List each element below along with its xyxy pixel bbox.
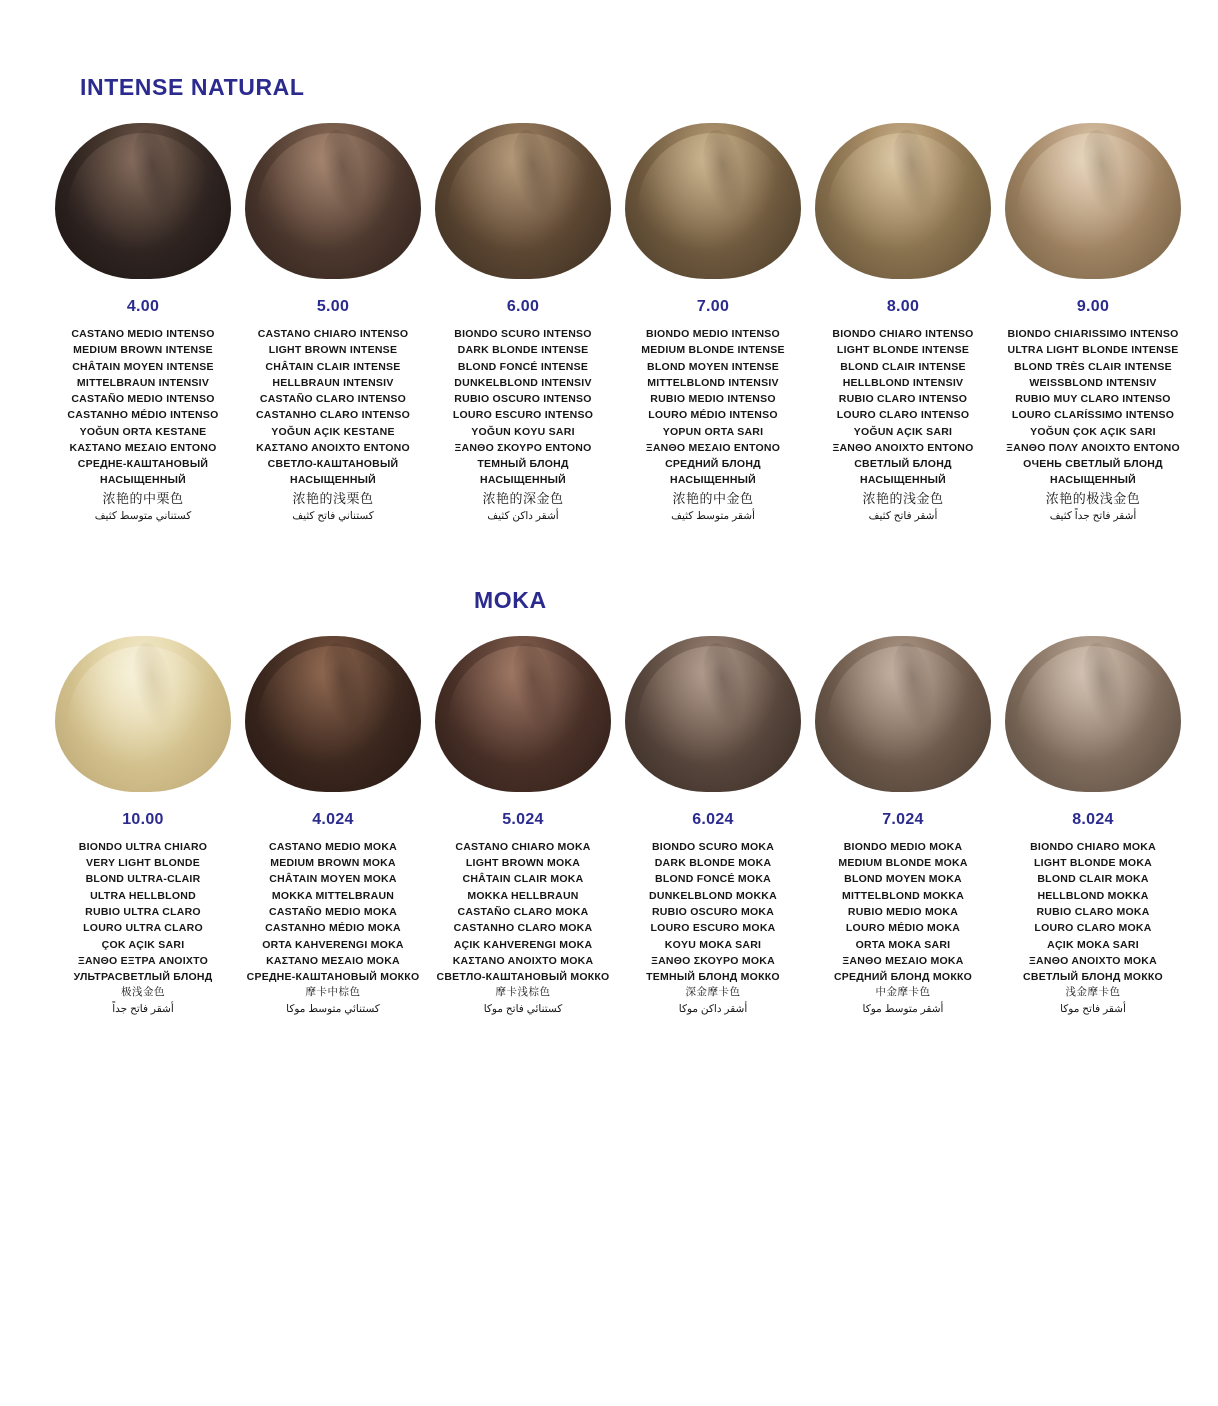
shade-name: BLOND TRÈS CLAIR INTENSE (1014, 360, 1172, 373)
shade-name-arabic: كستنائي فاتح موكا (483, 1003, 563, 1016)
shade-name: CASTANHO CLARO INTENSO (255, 409, 411, 422)
shade-swatch (618, 117, 808, 525)
shade-name-arabic: أشقر متوسط موكا (862, 1003, 944, 1016)
shade-name-list (624, 839, 802, 1018)
hair-swatch-image (808, 117, 998, 282)
shade-name: LIGHT BLONDE MOKA (1034, 857, 1152, 870)
shade-name: LOURO ESCURO INTENSO (452, 409, 594, 422)
shade-name-arabic: أشقر فاتح موكا (1060, 1003, 1126, 1016)
shade-name: CASTANO CHIARO INTENSO (257, 328, 409, 340)
shade-name-list (1004, 839, 1182, 1018)
shade-name-list (1004, 326, 1182, 525)
shade-name: СРЕДНЕ-КАШТАНОВЫЙ МОККО (246, 971, 420, 984)
shade-name-arabic: أشقر داكن موكا (678, 1003, 748, 1016)
shade-code: 6.024 (692, 810, 734, 828)
shade-name: ULTRA HELLBLOND (90, 889, 196, 902)
shade-name-list (244, 326, 422, 525)
shade-name: ΚΑΣΤΑΝΟ ΑΝΟΙΧΤΟ ΜΟΚΑ (452, 954, 594, 967)
shade-name-chinese: 浓艳的浅栗色 (292, 490, 374, 506)
shade-code: 6.00 (506, 298, 540, 315)
shade-name: CASTANO CHIARO MOKA (455, 840, 591, 853)
hair-swatch-image (48, 630, 238, 795)
shade-name: YOĞUN KOYU SARI (471, 425, 575, 438)
shade-name-arabic: أشقر فاتح جداً (112, 1003, 174, 1016)
shade-name: MITTELBRAUN INTENSIV (76, 376, 210, 389)
shade-name: ΞΑΝΘΟ ΕΞΤΡΑ ΑΝΟΙΧΤΟ (77, 954, 209, 967)
shade-swatch (48, 630, 238, 1018)
shade-name: CASTANHO CLARO MOKA (453, 922, 593, 935)
shade-name: ΞΑΝΘΟ ΠΟΛΥ ΑΝΟΙΧΤΟ ΕΝΤΟΝΟ (1006, 441, 1180, 454)
shade-swatch (808, 630, 998, 1018)
section-title-intense-natural: INTENSE NATURAL (80, 74, 305, 100)
hair-swatch-image (238, 117, 428, 282)
shade-name: MEDIUM BROWN INTENSE (73, 344, 213, 357)
shade-code: 9.00 (1076, 298, 1110, 315)
shade-name: CASTANHO MÉDIO INTENSO (67, 409, 219, 422)
shade-name: CASTAÑO MEDIO MOKA (269, 906, 397, 919)
shade-name: BIONDO MEDIO MOKA (843, 840, 963, 853)
shade-name: ΚΑΣΤΑΝΟ ΑΝΟΙΧΤΟ ΕΝΤΟΝΟ (256, 441, 410, 454)
shade-name: ΞΑΝΘΟ ΑΝΟΙΧΤΟ ΜΟΚΑ (1029, 954, 1157, 967)
shade-name: СВЕТЛЫЙ БЛОНД НАСЫЩЕННЫЙ (854, 458, 952, 487)
shade-name-chinese: 中金摩卡色 (875, 986, 931, 999)
shade-name: WEISSBLOND INTENSIV (1029, 376, 1157, 389)
hair-swatch-image (618, 630, 808, 795)
section-spacer (24, 525, 1194, 587)
shade-name: LOURO ULTRA CLARO (83, 922, 203, 935)
shade-name-arabic: أشقر فاتح كثيف (868, 510, 938, 523)
swatch-row-intense-natural (24, 117, 1194, 525)
shade-name-arabic: أشقر داكن كثيف (487, 510, 559, 523)
shade-name: HELLBLOND INTENSIV (842, 376, 964, 389)
shade-name: LOURO ESCURO MOKA (650, 922, 776, 935)
shade-name: YOPUN ORTA SARI (662, 425, 764, 438)
shade-name-list (624, 326, 802, 525)
shade-swatch (238, 117, 428, 525)
shade-name: BIONDO SCURO MOKA (651, 840, 775, 853)
shade-name-chinese: 浓艳的极浅金色 (1045, 490, 1141, 506)
shade-name-chinese: 极浅金色 (121, 986, 165, 999)
shade-name: AÇIK KAHVERENGI MOKA (453, 938, 593, 951)
shade-swatch (238, 630, 428, 1018)
shade-swatch (808, 117, 998, 525)
shade-name: СРЕДНИЙ БЛОНД НАСЫЩЕННЫЙ (665, 458, 761, 487)
shade-name: CASTAÑO CLARO MOKA (457, 906, 589, 919)
shade-name-list (814, 326, 992, 525)
shade-code: 5.00 (316, 298, 350, 315)
hair-swatch-image (998, 117, 1188, 282)
shade-name-list (244, 839, 422, 1018)
shade-swatch (618, 630, 808, 1018)
shade-name: MOKKA MITTELBRAUN (271, 889, 395, 902)
shade-name: CHÂTAIN MOYEN MOKA (269, 873, 397, 886)
shade-name-arabic: كستنائي متوسط موكا (286, 1003, 380, 1016)
shade-swatch (428, 630, 618, 1018)
shade-name: BLOND CLAIR MOKA (1037, 873, 1149, 886)
shade-name: MEDIUM BLONDE MOKA (838, 857, 968, 870)
shade-name: ΚΑΣΤΑΝΟ ΜΕΣΑΙΟ ΕΝΤΟΝΟ (69, 441, 217, 454)
shade-name: HELLBRAUN INTENSIV (272, 376, 394, 389)
shade-name: ΞΑΝΘΟ ΑΝΟΙΧΤΟ ΕΝΤΟΝΟ (832, 441, 974, 454)
shade-name: HELLBLOND MOKKA (1037, 889, 1149, 902)
shade-name: LOURO MÉDIO INTENSO (648, 409, 778, 422)
shade-name-arabic: أشقر فاتح جداً كثيف (1049, 510, 1137, 523)
shade-name: ОЧЕНЬ СВЕТЛЫЙ БЛОНД НАСЫЩЕННЫЙ (1023, 458, 1163, 487)
swatch-row-moka (24, 630, 1194, 1018)
shade-name: BLOND MOYEN INTENSE (647, 360, 779, 373)
shade-name: RUBIO MUY CLARO INTENSO (1015, 393, 1171, 406)
shade-name-chinese: 浅金摩卡色 (1065, 986, 1121, 999)
shade-code: 7.00 (696, 298, 730, 315)
shade-name: BIONDO SCURO INTENSO (454, 328, 592, 340)
hair-swatch-image (618, 117, 808, 282)
shade-code: 5.024 (502, 810, 544, 828)
shade-name-arabic: كستناني متوسط كثيف (94, 510, 192, 523)
shade-name: CASTAÑO MEDIO INTENSO (71, 393, 215, 406)
shade-name-chinese: 浓艳的中栗色 (102, 490, 184, 506)
shade-name: LOURO CLARÍSSIMO INTENSO (1011, 409, 1175, 422)
shade-name: RUBIO CLARO INTENSO (838, 393, 968, 406)
shade-name: AÇIK MOKA SARI (1047, 938, 1139, 951)
shade-name: LOURO CLARO MOKA (1034, 922, 1152, 935)
shade-name: RUBIO MEDIO MOKA (847, 906, 959, 919)
shade-name-chinese: 深金摩卡色 (685, 986, 741, 999)
shade-chart-page (0, 74, 1218, 1406)
shade-name: BIONDO ULTRA CHIARO (78, 840, 208, 853)
shade-name: MITTELBLOND INTENSIV (647, 376, 779, 389)
shade-name: ÇOK AÇIK SARI (101, 938, 185, 951)
section-intense-natural (0, 74, 1218, 525)
shade-name: ТЕМНЫЙ БЛОНД НАСЫЩЕННЫЙ (477, 458, 569, 487)
shade-name: УЛЬТРАСВЕТЛЫЙ БЛОНД (73, 971, 213, 984)
shade-name: CHÂTAIN CLAIR MOKA (462, 873, 584, 886)
shade-name: СВЕТЛО-КАШТАНОВЫЙ МОККО (436, 971, 610, 984)
shade-name: СВЕТЛО-КАШТАНОВЫЙ НАСЫЩЕННЫЙ (267, 458, 399, 487)
shade-name: BIONDO CHIARISSIMO INTENSO (1007, 328, 1179, 340)
shade-name: BLOND FONCÉ INTENSE (457, 360, 589, 373)
shade-name: LIGHT BROWN MOKA (465, 857, 581, 870)
shade-name: YOĞUN ORTA KESTANE (79, 425, 207, 438)
shade-code: 4.024 (312, 810, 354, 828)
shade-name-list (434, 326, 612, 525)
shade-name: СВЕТЛЫЙ БЛОНД МОККО (1023, 971, 1163, 984)
shade-name: MITTELBLOND MOKKA (841, 889, 965, 902)
shade-name: ORTA KAHVERENGI MOKA (262, 938, 404, 951)
shade-code: 4.00 (126, 298, 160, 315)
shade-name: СРЕДНИЙ БЛОНД МОККО (833, 971, 973, 984)
shade-name-chinese: 摩卡中棕色 (305, 986, 361, 999)
shade-name-list (434, 839, 612, 1018)
shade-name: DARK BLONDE MOKA (654, 857, 772, 870)
shade-name: MEDIUM BLONDE INTENSE (641, 344, 785, 357)
shade-name: BLOND ULTRA-CLAIR (85, 873, 201, 886)
shade-code: 10.00 (122, 810, 164, 828)
shade-name-list (814, 839, 992, 1018)
shade-name-chinese: 摩卡浅棕色 (495, 986, 551, 999)
shade-name: ΚΑΣΤΑΝΟ ΜΕΣΑΙΟ ΜΟΚΑ (266, 954, 400, 967)
shade-name: ΞΑΝΘΟ ΣΚΟΥΡΟ ΜΟΚΑ (651, 954, 775, 967)
hair-swatch-image (428, 630, 618, 795)
shade-name: LIGHT BLONDE INTENSE (836, 344, 970, 357)
shade-name: BIONDO MEDIO INTENSO (646, 328, 780, 340)
shade-name: CHÂTAIN MOYEN INTENSE (72, 360, 214, 373)
shade-name-list (54, 839, 232, 1018)
shade-name: DARK BLONDE INTENSE (457, 344, 589, 357)
shade-name-list (54, 326, 232, 525)
shade-swatch (48, 117, 238, 525)
shade-name: YOĞUN AÇIK KESTANE (271, 425, 395, 438)
shade-name: CASTANHO MÉDIO MOKA (265, 922, 401, 935)
shade-name: BIONDO CHIARO MOKA (1030, 840, 1156, 853)
shade-code: 8.00 (886, 298, 920, 315)
shade-name: RUBIO CLARO MOKA (1036, 906, 1150, 919)
shade-name: BIONDO CHIARO INTENSO (832, 328, 974, 340)
shade-name: RUBIO ULTRA CLARO (85, 906, 201, 919)
shade-name: DUNKELBLOND MOKKA (649, 889, 777, 902)
shade-name: RUBIO MEDIO INTENSO (650, 393, 776, 406)
shade-code: 8.024 (1072, 810, 1114, 828)
section-moka (0, 525, 1218, 1018)
shade-name: СРЕДНЕ-КАШТАНОВЫЙ НАСЫЩЕННЫЙ (77, 458, 209, 487)
shade-name: DUNKELBLOND INTENSIV (454, 376, 592, 389)
shade-name: CHÂTAIN CLAIR INTENSE (265, 360, 401, 373)
section-title-moka: MOKA (474, 586, 547, 613)
shade-name-arabic: كستناني فاتح كثيف (292, 510, 374, 523)
shade-name: ΞΑΝΘΟ ΣΚΟΥΡΟ ΕΝΤΟΝΟ (454, 441, 592, 454)
shade-name: MEDIUM BROWN MOKA (270, 857, 396, 870)
hair-swatch-image (48, 117, 238, 282)
shade-name-chinese: 浓艳的深金色 (482, 490, 564, 506)
shade-swatch (428, 117, 618, 525)
shade-name: RUBIO OSCURO MOKA (651, 906, 775, 919)
shade-name: ΞΑΝΘΟ ΜΕΣΑΙΟ ΜΟΚΑ (842, 954, 964, 967)
shade-swatch (998, 630, 1188, 1018)
hair-swatch-image (808, 630, 998, 795)
shade-swatch (998, 117, 1188, 525)
shade-name: ΞΑΝΘΟ ΜΕΣΑΙΟ ΕΝΤΟΝΟ (645, 441, 781, 454)
shade-name: CASTANO MEDIO INTENSO (71, 328, 215, 340)
shade-name-arabic: أشقر متوسط كثيف (671, 510, 755, 523)
shade-name: YOĞUN AÇIK SARI (853, 425, 953, 438)
shade-name: ТЕМНЫЙ БЛОНД МОККО (646, 971, 780, 984)
hair-swatch-image (998, 630, 1188, 795)
shade-name: CASTAÑO CLARO INTENSO (259, 393, 407, 406)
shade-name: YOĞUN ÇOK AÇIK SARI (1030, 425, 1156, 438)
shade-name: LOURO MÉDIO MOKA (845, 922, 961, 935)
shade-name: MOKKA HELLBRAUN (467, 889, 579, 902)
shade-name: RUBIO OSCURO INTENSO (454, 393, 592, 406)
shade-name: LIGHT BROWN INTENSE (268, 344, 398, 357)
shade-code: 7.024 (882, 810, 924, 828)
shade-name-chinese: 浓艳的浅金色 (862, 490, 944, 506)
shade-name: ULTRA LIGHT BLONDE INTENSE (1007, 344, 1179, 357)
shade-name: BLOND MOYEN MOKA (844, 873, 962, 886)
shade-name: BLOND FONCÉ MOKA (655, 873, 771, 886)
shade-name: BLOND CLAIR INTENSE (840, 360, 966, 373)
shade-name: LOURO CLARO INTENSO (836, 409, 970, 422)
shade-name: ORTA MOKA SARI (855, 938, 951, 951)
shade-name: VERY LIGHT BLONDE (86, 857, 200, 870)
shade-name: CASTANO MEDIO MOKA (269, 840, 397, 853)
hair-swatch-image (428, 117, 618, 282)
shade-name-chinese: 浓艳的中金色 (672, 490, 754, 506)
hair-swatch-image (238, 630, 428, 795)
shade-name: KOYU MOKA SARI (664, 938, 762, 951)
